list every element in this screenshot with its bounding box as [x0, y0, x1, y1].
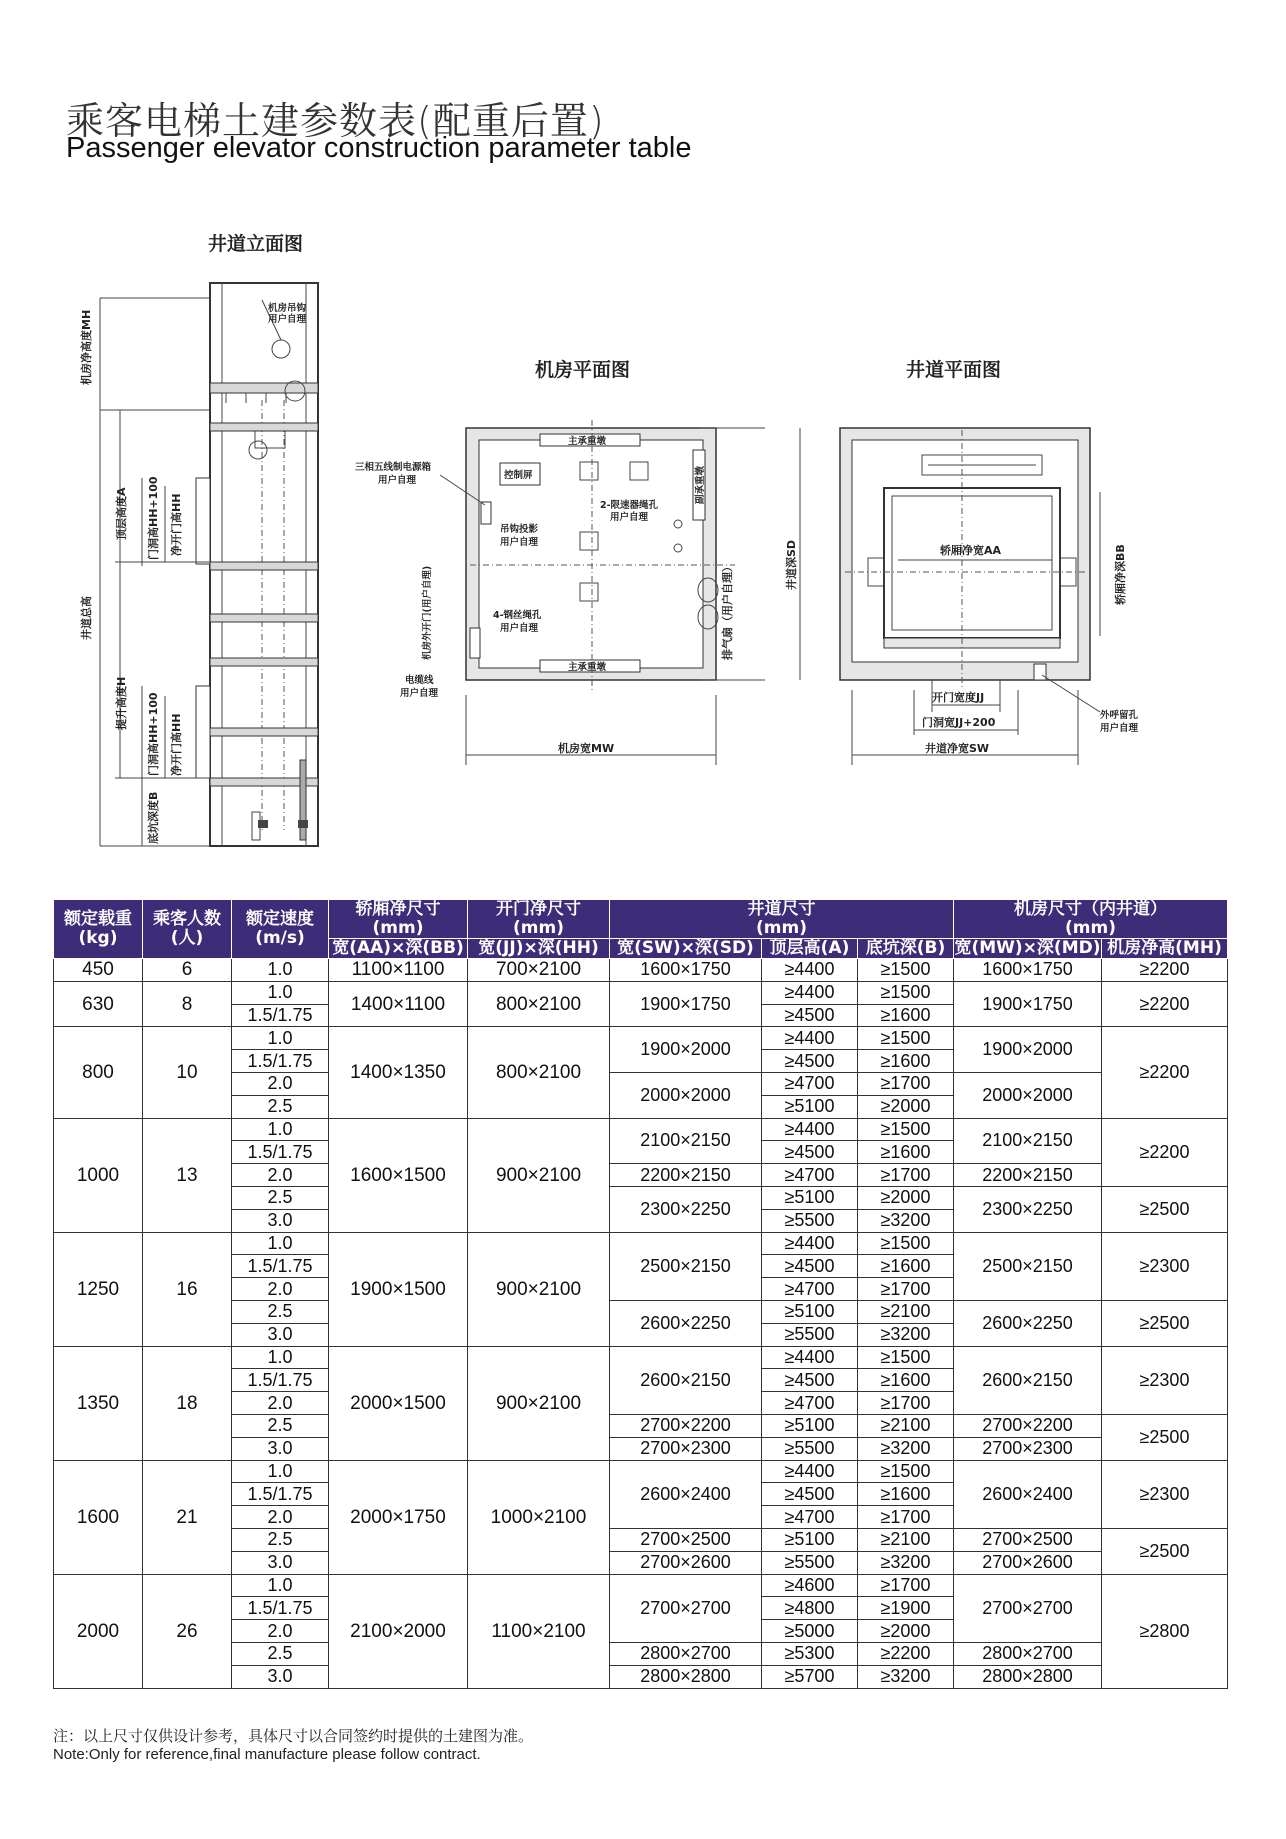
cell-room-size: 2300×2250 [954, 1186, 1102, 1232]
cell-pit-depth: ≥2000 [858, 1095, 954, 1118]
cell-top-height: ≥4600 [762, 1574, 858, 1597]
cell-top-height: ≥5500 [762, 1323, 858, 1346]
table-row [54, 1460, 1228, 1483]
cell-shaft-size: 2200×2150 [610, 1164, 762, 1187]
cell-room-size: 2600×2400 [954, 1460, 1102, 1528]
cell-shaft-size: 2500×2150 [610, 1232, 762, 1300]
cell-door-size: 800×2100 [468, 1027, 610, 1118]
shaft-width-label: 井道净宽SW [925, 742, 990, 755]
table-row [54, 1346, 1228, 1369]
cell-top-height: ≥4400 [762, 1460, 858, 1483]
cell-shaft-size: 2700×2200 [610, 1414, 762, 1437]
note-cn: 注：以上尺寸仅供设计参考，具体尺寸以合同签约时提供的土建图为准。 [53, 1727, 534, 1745]
cell-speed: 2.0 [232, 1164, 329, 1187]
cell-room-size: 2700×2600 [954, 1551, 1102, 1574]
total-height-label: 井道总高 [80, 596, 93, 640]
rope-user-label: 用户自理 [500, 623, 539, 634]
cell-shaft-size: 2700×2500 [610, 1528, 762, 1551]
cell-top-height: ≥5100 [762, 1095, 858, 1118]
cell-top-height: ≥4500 [762, 1483, 858, 1506]
cell-room-size: 1900×2000 [954, 1027, 1102, 1073]
cell-room-height: ≥2800 [1102, 1574, 1228, 1688]
cell-pit-depth: ≥1500 [858, 1118, 954, 1141]
cell-top-height: ≥5300 [762, 1642, 858, 1665]
cell-pit-depth: ≥1600 [858, 1141, 954, 1164]
cell-shaft-size: 2000×2000 [610, 1072, 762, 1118]
cell-speed: 3.0 [232, 1209, 329, 1232]
cell-speed: 2.5 [232, 1186, 329, 1209]
header-top-height: 顶层高(A) [762, 939, 858, 959]
cell-speed: 2.0 [232, 1506, 329, 1529]
cell-speed: 1.0 [232, 1574, 329, 1597]
cell-shaft-size: 1900×1750 [610, 981, 762, 1027]
door-hole-label: 门洞宽JJ+200 [922, 716, 996, 729]
cell-car-size: 1400×1350 [329, 1027, 468, 1118]
cell-top-height: ≥4500 [762, 1050, 858, 1073]
door-width-label: 开门宽度JJ [932, 691, 985, 704]
call-hole-icon [1034, 664, 1046, 680]
hook-user-label: 用户自理 [500, 537, 539, 548]
cell-speed: 2.0 [232, 1278, 329, 1301]
cell-speed: 1.0 [232, 1346, 329, 1369]
governor-hole-label: 2-限速器绳孔 [600, 500, 659, 511]
cell-persons: 6 [143, 959, 232, 982]
car-width-label: 轿厢净宽AA [940, 544, 1002, 557]
cell-top-height: ≥4400 [762, 1027, 858, 1050]
hoist-hook-label: 机房吊钩 [268, 303, 307, 314]
width-mw-label: 机房宽MW [558, 742, 615, 755]
cell-room-size: 2200×2150 [954, 1164, 1102, 1187]
cell-top-height: ≥4400 [762, 1118, 858, 1141]
cell-pit-depth: ≥2200 [858, 1642, 954, 1665]
machine-room-title: 机房平面图 [535, 359, 631, 381]
cell-pit-depth: ≥1700 [858, 1072, 954, 1095]
cell-speed: 2.5 [232, 1642, 329, 1665]
cell-persons: 21 [143, 1460, 232, 1574]
cell-door-size: 1000×2100 [468, 1460, 610, 1574]
header-speed: 额定速度 (m/s) [232, 900, 329, 959]
cell-pit-depth: ≥1700 [858, 1278, 954, 1301]
table-row [54, 981, 1228, 1004]
elevation-title: 井道立面图 [208, 233, 304, 255]
cell-pit-depth: ≥1700 [858, 1506, 954, 1529]
table-body [54, 959, 1228, 1689]
cell-door-size: 800×2100 [468, 981, 610, 1027]
cell-load: 1600 [54, 1460, 143, 1574]
cell-door-size: 1100×2100 [468, 1574, 610, 1688]
cell-room-height: ≥2300 [1102, 1232, 1228, 1300]
room-door-label: 机房外开门(用户自理) [422, 565, 433, 660]
cell-persons: 13 [143, 1118, 232, 1232]
note-en: Note:Only for reference,final manufacture please follow contract. [53, 1746, 481, 1763]
cell-shaft-size: 2700×2300 [610, 1437, 762, 1460]
cell-shaft-size: 1900×2000 [610, 1027, 762, 1073]
mh-label: 机房净高度MH [80, 309, 93, 385]
cell-pit-depth: ≥3200 [858, 1551, 954, 1574]
cell-room-height: ≥2200 [1102, 1027, 1228, 1118]
header-room: 机房尺寸（内井道） (mm) [954, 900, 1228, 939]
cell-top-height: ≥5100 [762, 1414, 858, 1437]
cell-pit-depth: ≥1600 [858, 1255, 954, 1278]
cell-car-size: 1400×1100 [329, 981, 468, 1027]
cell-room-size: 2700×2200 [954, 1414, 1102, 1437]
cell-top-height: ≥4700 [762, 1164, 858, 1187]
main-beam-bottom-label: 主承重墩 [568, 662, 607, 673]
hoist-hook-user-label: 用户自理 [268, 314, 307, 325]
cell-pit-depth: ≥1500 [858, 981, 954, 1004]
cell-room-size: 2700×2500 [954, 1528, 1102, 1551]
call-hole-label: 外呼留孔 [1100, 710, 1139, 721]
cell-top-height: ≥4500 [762, 1004, 858, 1027]
cell-top-height: ≥5100 [762, 1300, 858, 1323]
cell-speed: 1.0 [232, 1460, 329, 1483]
cell-top-height: ≥4800 [762, 1597, 858, 1620]
exhaust-fan-label: 排气扇（用户自理） [721, 561, 734, 660]
cell-pit-depth: ≥1600 [858, 1050, 954, 1073]
table-row [54, 959, 1228, 982]
cell-speed: 1.0 [232, 1118, 329, 1141]
cell-room-size: 2000×2000 [954, 1072, 1102, 1118]
cell-top-height: ≥5000 [762, 1620, 858, 1643]
cell-top-height: ≥4400 [762, 981, 858, 1004]
cell-pit-depth: ≥2100 [858, 1300, 954, 1323]
hh100-top-label: 门洞高HH+100 [147, 476, 160, 560]
header-car-sub: 宽(AA)×深(BB) [329, 939, 468, 959]
cell-pit-depth: ≥3200 [858, 1209, 954, 1232]
header-door-sub: 宽(JJ)×深(HH) [468, 939, 610, 959]
cell-top-height: ≥4700 [762, 1278, 858, 1301]
cell-shaft-size: 2100×2150 [610, 1118, 762, 1164]
cell-load: 630 [54, 981, 143, 1027]
cell-door-size: 700×2100 [468, 959, 610, 982]
cell-pit-depth: ≥1600 [858, 1483, 954, 1506]
secondary-beam-label: 副承重墩 [695, 465, 706, 504]
cell-room-height: ≥2500 [1102, 1528, 1228, 1574]
cell-pit-depth: ≥1700 [858, 1574, 954, 1597]
cell-pit-depth: ≥1500 [858, 1232, 954, 1255]
cell-top-height: ≥4500 [762, 1141, 858, 1164]
cell-speed: 3.0 [232, 1437, 329, 1460]
cell-speed: 1.5/1.75 [232, 1050, 329, 1073]
cell-pit-depth: ≥1700 [858, 1164, 954, 1187]
hoistway-plan [784, 358, 1139, 765]
cell-pit-depth: ≥1500 [858, 1460, 954, 1483]
hh-top-label: 净开门高HH [170, 493, 183, 556]
cell-top-height: ≥4400 [762, 1346, 858, 1369]
cell-top-height: ≥4700 [762, 1392, 858, 1415]
cell-shaft-size: 2800×2800 [610, 1665, 762, 1688]
cell-room-height: ≥2500 [1102, 1300, 1228, 1346]
table-row [54, 1027, 1228, 1050]
cell-room-size: 2700×2300 [954, 1437, 1102, 1460]
top-a-label: 顶层高度A [115, 487, 128, 540]
cell-shaft-size: 2800×2700 [610, 1642, 762, 1665]
hoist-hook-icon [272, 340, 290, 358]
cell-door-size: 900×2100 [468, 1118, 610, 1232]
page-title-en: Passenger elevator construction parameter table [66, 132, 692, 164]
cell-top-height: ≥5500 [762, 1209, 858, 1232]
control-cabinet-label: 控制屏 [504, 470, 533, 481]
cell-top-height: ≥5500 [762, 1437, 858, 1460]
cell-room-height: ≥2500 [1102, 1186, 1228, 1232]
cell-room-size: 2800×2800 [954, 1665, 1102, 1688]
table-row [54, 1574, 1228, 1597]
header-persons: 乘客人数 (人) [143, 900, 232, 959]
cell-pit-depth: ≥1900 [858, 1597, 954, 1620]
cell-pit-depth: ≥1500 [858, 1346, 954, 1369]
call-user-label: 用户自理 [1100, 723, 1139, 734]
cable-label: 电缆线 [405, 675, 434, 686]
cell-car-size: 2000×1500 [329, 1346, 468, 1460]
cell-speed: 1.0 [232, 959, 329, 982]
cell-load: 1350 [54, 1346, 143, 1460]
hoistway-plan-title: 井道平面图 [906, 359, 1002, 381]
cell-room-size: 2100×2150 [954, 1118, 1102, 1164]
cell-top-height: ≥4700 [762, 1072, 858, 1095]
header-car: 轿厢净尺寸 (mm) [329, 900, 468, 939]
cell-persons: 8 [143, 981, 232, 1027]
cell-pit-depth: ≥1600 [858, 1004, 954, 1027]
table-row [54, 1232, 1228, 1255]
hook-proj-label: 吊钩投影 [500, 524, 539, 535]
cell-top-height: ≥5100 [762, 1528, 858, 1551]
cell-pit-depth: ≥2000 [858, 1620, 954, 1643]
cell-persons: 16 [143, 1232, 232, 1346]
cell-top-height: ≥4500 [762, 1369, 858, 1392]
room-door-icon [470, 628, 480, 658]
hh100-bottom-label: 门洞高HH+100 [147, 692, 160, 776]
cell-door-size: 900×2100 [468, 1232, 610, 1346]
main-beam-top-label: 主承重墩 [568, 436, 607, 447]
cell-speed: 2.0 [232, 1392, 329, 1415]
header-shaft-size: 宽(SW)×深(SD) [610, 939, 762, 959]
power-box-user-label: 用户自理 [378, 475, 417, 486]
cell-speed: 1.0 [232, 1232, 329, 1255]
power-box-label: 三相五线制电源箱 [355, 462, 432, 473]
cell-speed: 3.0 [232, 1551, 329, 1574]
header-room-height: 机房净高(MH) [1102, 939, 1228, 959]
header-shaft: 井道尺寸 (mm) [610, 900, 954, 939]
cell-speed: 2.5 [232, 1414, 329, 1437]
construction-drawings [0, 0, 1286, 880]
cell-speed: 1.5/1.75 [232, 1255, 329, 1278]
cell-top-height: ≥4700 [762, 1506, 858, 1529]
cell-pit-depth: ≥3200 [858, 1323, 954, 1346]
cell-room-height: ≥2200 [1102, 1118, 1228, 1186]
shaft-depth-label: 井道深SD [785, 539, 798, 590]
cell-shaft-size: 2600×2150 [610, 1346, 762, 1414]
cell-load: 800 [54, 1027, 143, 1118]
header-room-size: 宽(MW)×深(MD) [954, 938, 1101, 958]
cell-pit-depth: ≥2100 [858, 1414, 954, 1437]
cell-car-size: 1900×1500 [329, 1232, 468, 1346]
pit-b-label: 底坑深度B [147, 791, 160, 844]
cell-room-height: ≥2300 [1102, 1460, 1228, 1528]
cell-shaft-size: 2600×2250 [610, 1300, 762, 1346]
cell-speed: 1.5/1.75 [232, 1369, 329, 1392]
cell-top-height: ≥4500 [762, 1255, 858, 1278]
cell-load: 1000 [54, 1118, 143, 1232]
cell-speed: 1.5/1.75 [232, 1141, 329, 1164]
header-pit-depth: 底坑深(B) [858, 939, 954, 959]
cell-car-size: 2000×1750 [329, 1460, 468, 1574]
cell-top-height: ≥5500 [762, 1551, 858, 1574]
cell-speed: 3.0 [232, 1665, 329, 1688]
governor-user-label: 用户自理 [610, 512, 649, 523]
cell-load: 2000 [54, 1574, 143, 1688]
cell-shaft-size: 2700×2700 [610, 1574, 762, 1642]
cell-speed: 2.5 [232, 1095, 329, 1118]
cell-pit-depth: ≥1500 [858, 1027, 954, 1050]
cell-persons: 26 [143, 1574, 232, 1688]
cell-room-size: 1900×1750 [954, 981, 1102, 1027]
cell-car-size: 1600×1500 [329, 1118, 468, 1232]
cell-load: 1250 [54, 1232, 143, 1346]
travel-h-label: 提升高度H [115, 676, 128, 730]
hh-bottom-label: 净开门高HH [170, 713, 183, 776]
cell-speed: 1.5/1.75 [232, 1483, 329, 1506]
cell-car-size: 2100×2000 [329, 1574, 468, 1688]
cell-room-size: 2600×2250 [954, 1300, 1102, 1346]
cell-shaft-size: 2300×2250 [610, 1186, 762, 1232]
cell-room-height: ≥2200 [1102, 981, 1228, 1027]
header-load: 额定载重 (kg) [54, 900, 143, 959]
cell-speed: 2.5 [232, 1300, 329, 1323]
cell-load: 450 [54, 959, 143, 982]
cell-speed: 1.0 [232, 981, 329, 1004]
cell-speed: 3.0 [232, 1323, 329, 1346]
cell-room-size: 2600×2150 [954, 1346, 1102, 1414]
cell-top-height: ≥4400 [762, 959, 858, 982]
cell-pit-depth: ≥1600 [858, 1369, 954, 1392]
cell-top-height: ≥5700 [762, 1665, 858, 1688]
elevation-drawing [79, 232, 318, 846]
cell-pit-depth: ≥2000 [858, 1186, 954, 1209]
cell-room-height: ≥2300 [1102, 1346, 1228, 1414]
cell-speed: 2.0 [232, 1620, 329, 1643]
cell-door-size: 900×2100 [468, 1346, 610, 1460]
cell-shaft-size: 1600×1750 [610, 959, 762, 982]
car-depth-label: 轿厢净深BB [1114, 544, 1127, 605]
cell-persons: 10 [143, 1027, 232, 1118]
cell-room-height: ≥2500 [1102, 1414, 1228, 1460]
machine-room-plan [355, 358, 765, 765]
cell-persons: 18 [143, 1346, 232, 1460]
cell-speed: 1.5/1.75 [232, 1004, 329, 1027]
cell-pit-depth: ≥3200 [858, 1665, 954, 1688]
cell-pit-depth: ≥2100 [858, 1528, 954, 1551]
cell-top-height: ≥4400 [762, 1232, 858, 1255]
cell-pit-depth: ≥1700 [858, 1392, 954, 1415]
header-door: 开门净尺寸 (mm) [468, 900, 610, 939]
cell-room-size: 2500×2150 [954, 1232, 1102, 1300]
cell-car-size: 1100×1100 [329, 959, 468, 982]
cell-shaft-size: 2700×2600 [610, 1551, 762, 1574]
cell-room-size: 2700×2700 [954, 1574, 1102, 1642]
parameter-table [53, 899, 1228, 1689]
table-row [54, 1118, 1228, 1141]
cell-speed: 1.5/1.75 [232, 1597, 329, 1620]
cell-speed: 2.0 [232, 1072, 329, 1095]
cell-speed: 2.5 [232, 1528, 329, 1551]
cell-room-size: 2800×2700 [954, 1642, 1102, 1665]
cell-top-height: ≥5100 [762, 1186, 858, 1209]
cable-user-label: 用户自理 [400, 688, 439, 699]
page-title-cn: 乘客电梯土建参数表(配重后置) [66, 99, 605, 143]
cell-shaft-size: 2600×2400 [610, 1460, 762, 1528]
cell-speed: 1.0 [232, 1027, 329, 1050]
rope-hole-label: 4-钢丝绳孔 [493, 610, 542, 621]
cell-pit-depth: ≥1500 [858, 959, 954, 982]
cell-pit-depth: ≥3200 [858, 1437, 954, 1460]
cell-room-size: 1600×1750 [954, 959, 1102, 982]
cell-room-height: ≥2200 [1102, 959, 1228, 982]
